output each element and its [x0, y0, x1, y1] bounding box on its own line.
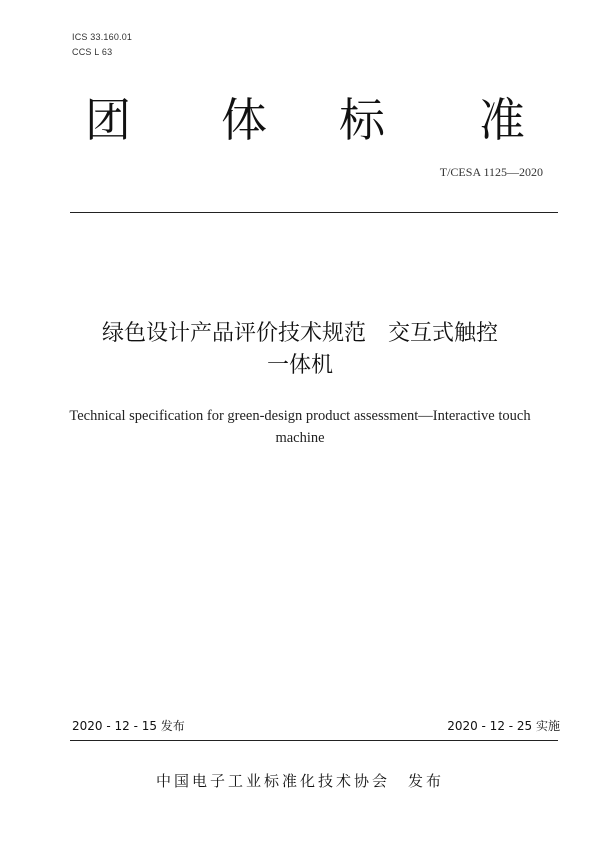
- doc-type-char-2: 体: [221, 93, 267, 147]
- document-type-title: [85, 92, 530, 152]
- top-divider: [70, 212, 558, 213]
- chinese-title: [40, 318, 560, 382]
- bottom-divider: [70, 740, 558, 741]
- classification-codes: [72, 30, 132, 60]
- chinese-title-line-2: 一体机: [266, 353, 333, 378]
- ics-code: ICS 33.160.01: [72, 32, 133, 42]
- doc-type-char-1: 团: [85, 93, 131, 147]
- implement-date: 2020 - 12 - 25 实施: [447, 719, 560, 733]
- publish-date: 2020 - 12 - 15 发布: [72, 719, 185, 733]
- doc-type-char-3: 标: [339, 93, 385, 147]
- standard-number: T/CESA 1125—2020: [439, 165, 543, 179]
- doc-type-char-4: 准: [479, 93, 525, 147]
- publisher-name: 中国电子工业标准化技术协会: [155, 772, 390, 790]
- publisher-action: 发布: [408, 772, 445, 790]
- english-title: Technical specification for green-design product assessment—Interactive touch machine: [69, 408, 531, 446]
- ccs-code: CCS L 63: [72, 47, 113, 57]
- chinese-title-line-1: 绿色设计产品评价技术规范 交互式触控: [101, 321, 498, 346]
- publisher-line: [0, 770, 600, 791]
